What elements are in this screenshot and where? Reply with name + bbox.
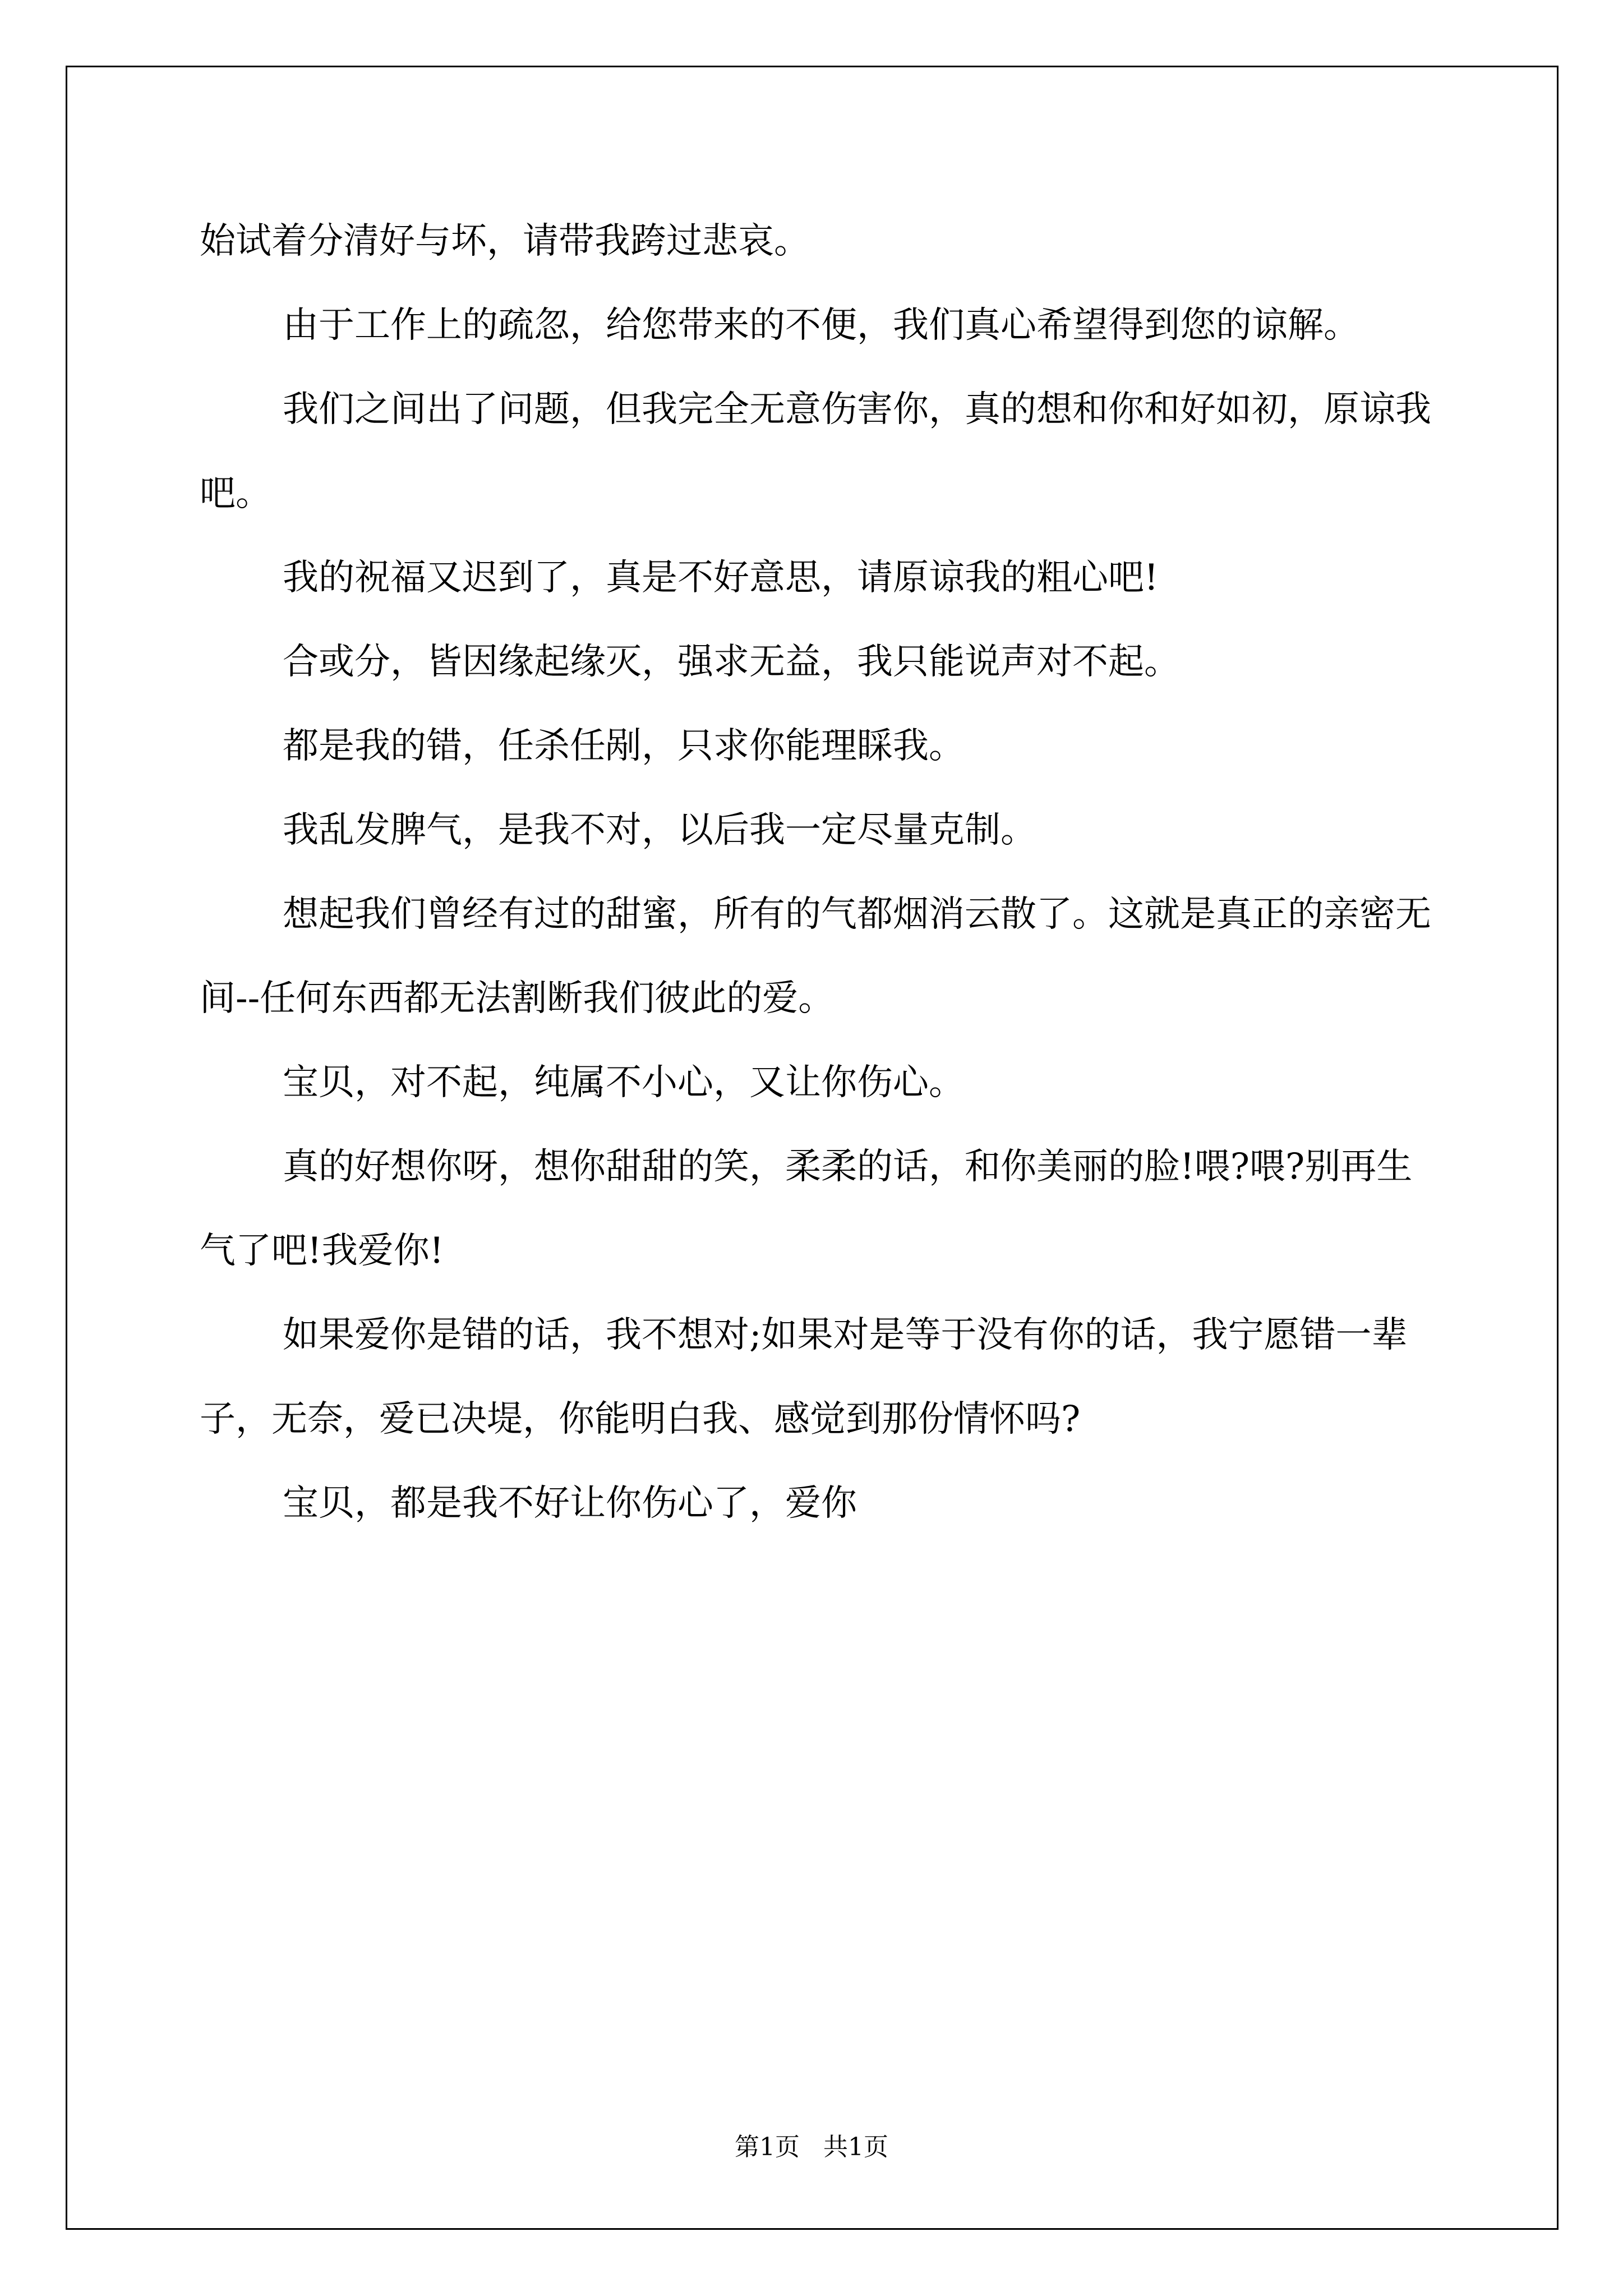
paragraph: 宝贝，对不起，纯属不小心，又让你伤心。 bbox=[283, 1062, 965, 1103]
paragraph: 想起我们曾经有过的甜蜜，所有的气都烟消云散了。这就是真正的亲密无间--任何东西都无法割断我们彼此的爱。 bbox=[200, 894, 1431, 1019]
document-body bbox=[200, 199, 1445, 1545]
paragraph: 宝贝，都是我不好让你伤心了，爱你 bbox=[283, 1483, 857, 1524]
page-number-total: 共1页 bbox=[823, 2133, 888, 2161]
paragraph: 如果爱你是错的话，我不想对;如果对是等于没有你的话，我宁愿错一辈子，无奈，爱已决堤，你能明白我、感觉到那份情怀吗? bbox=[200, 1314, 1408, 1440]
paragraph: 我们之间出了问题，但我完全无意伤害你，真的想和你和好如初，原谅我吧。 bbox=[200, 389, 1431, 514]
page-footer bbox=[0, 2131, 1623, 2164]
page-number-current: 第1页 bbox=[735, 2133, 800, 2161]
paragraph: 我的祝福又迟到了，真是不好意思，请原谅我的粗心吧! bbox=[283, 557, 1159, 599]
paragraph: 我乱发脾气，是我不对，以后我一定尽量克制。 bbox=[283, 809, 1036, 851]
paragraph: 由于工作上的疏忽，给您带来的不便，我们真心希望得到您的谅解。 bbox=[283, 305, 1359, 346]
paragraph: 真的好想你呀，想你甜甜的笑，柔柔的话，和你美丽的脸!喂?喂?别再生气了吧!我爱你! bbox=[200, 1146, 1413, 1272]
paragraph: 都是我的错，任杀任剐，只求你能理睬我。 bbox=[283, 725, 965, 767]
paragraph: 合或分，皆因缘起缘灭，强求无益，我只能说声对不起。 bbox=[283, 641, 1180, 683]
paragraph: 始试着分清好与坏，请带我跨过悲哀。 bbox=[200, 220, 810, 262]
